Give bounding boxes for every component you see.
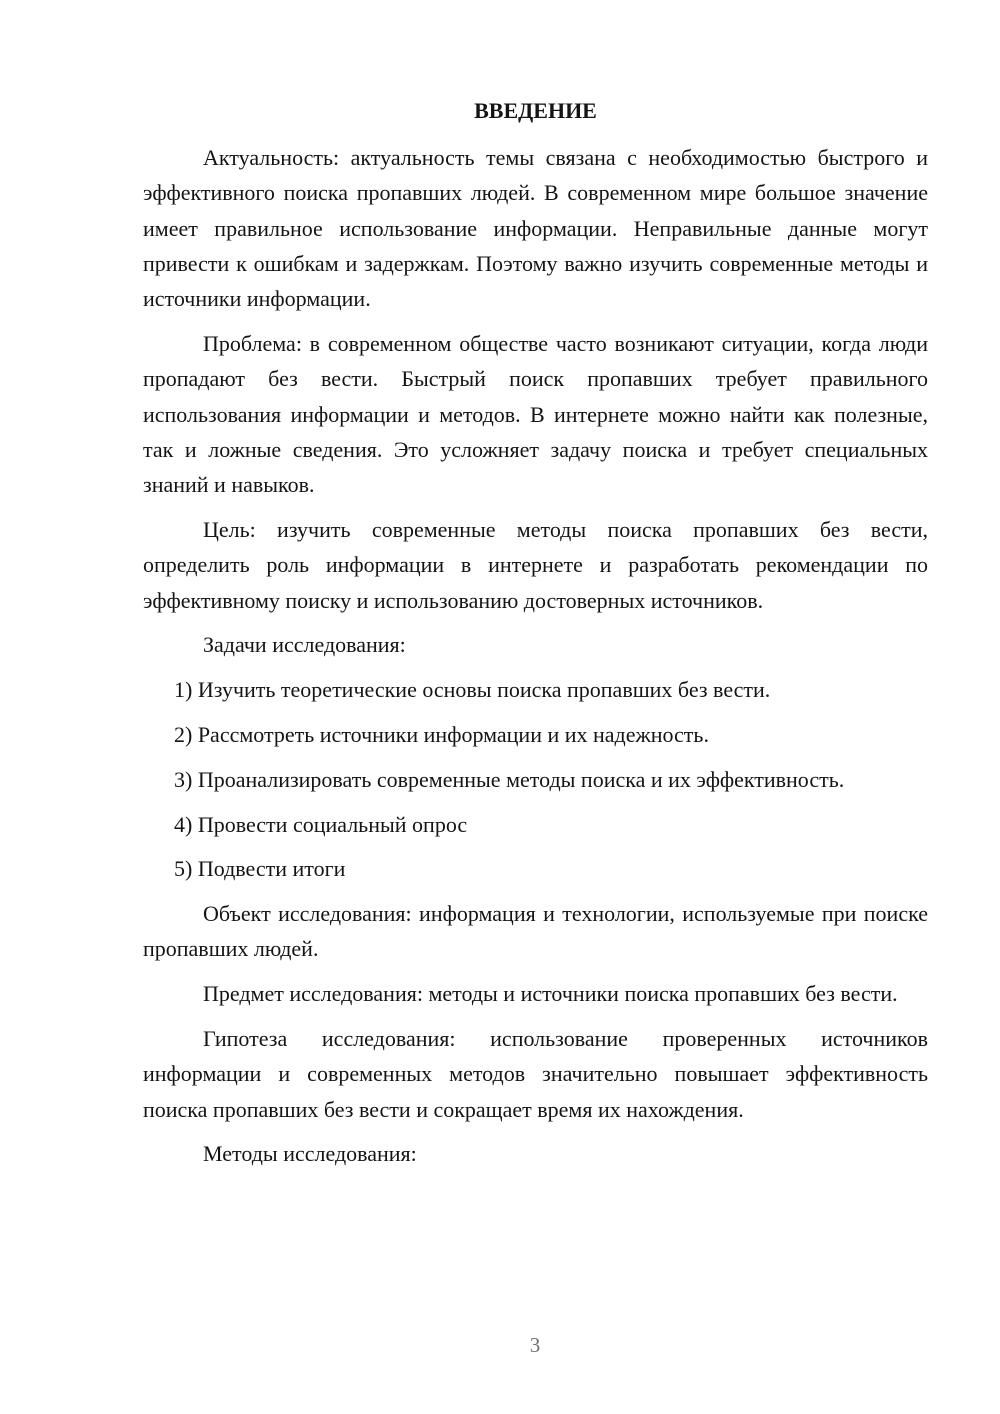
paragraph-object: Объект исследования: информация и технологии, используемые при поиске пропавших людей.	[143, 901, 928, 962]
paragraph-relevance: Актуальность: актуальность темы связана с необходимостью быстрого и эффективного поиска пропавших людей. В современном мире большое значение имеет правильное использование информации. Неправильные данные могут привести к ошибкам и задержкам. Поэтому важно изучить современные методы и источники информации.	[143, 145, 928, 312]
document-page	[143, 96, 928, 1181]
page-title: ВВЕДЕНИЕ	[474, 98, 597, 123]
tasks-heading: Задачи исследования:	[203, 632, 406, 658]
paragraph-hypothesis: Гипотеза исследования: использование проверенных источников информации и современных методов значительно повышает эффективность поиска пропавших без вести и сокращает время их нахождения.	[143, 1026, 928, 1122]
task-item-1: 1) Изучить теоретические основы поиска пропавших без вести.	[174, 677, 771, 703]
task-item-3: 3) Проанализировать современные методы поиска и их эффективность.	[174, 766, 845, 792]
methods-heading: Методы исследования:	[203, 1141, 417, 1167]
page-number: 3	[529, 1333, 541, 1357]
task-item-5: 5) Подвести итоги	[174, 856, 346, 882]
paragraph-goal: Цель: изучить современные методы поиска пропавших без вести, определить роль информации в интернете и разработать рекомендации по эффективному поиску и использованию достоверных источников.	[143, 516, 928, 613]
task-item-4: 4) Провести социальный опрос	[174, 811, 468, 837]
task-item-2: 2) Рассмотреть источники информации и их надежность.	[174, 721, 709, 747]
paragraph-subject: Предмет исследования: методы и источники поиска пропавших без вести.	[203, 981, 898, 1007]
paragraph-problem: Проблема: в современном обществе часто возникают ситуации, когда люди пропадают без вести. Быстрый поиск пропавших требует правильного использования информации и методов. В интернете можно найти как полезные, так и ложные сведения. Это усложняет задачу поиска и требует специальных знаний и навыков.	[143, 330, 928, 498]
